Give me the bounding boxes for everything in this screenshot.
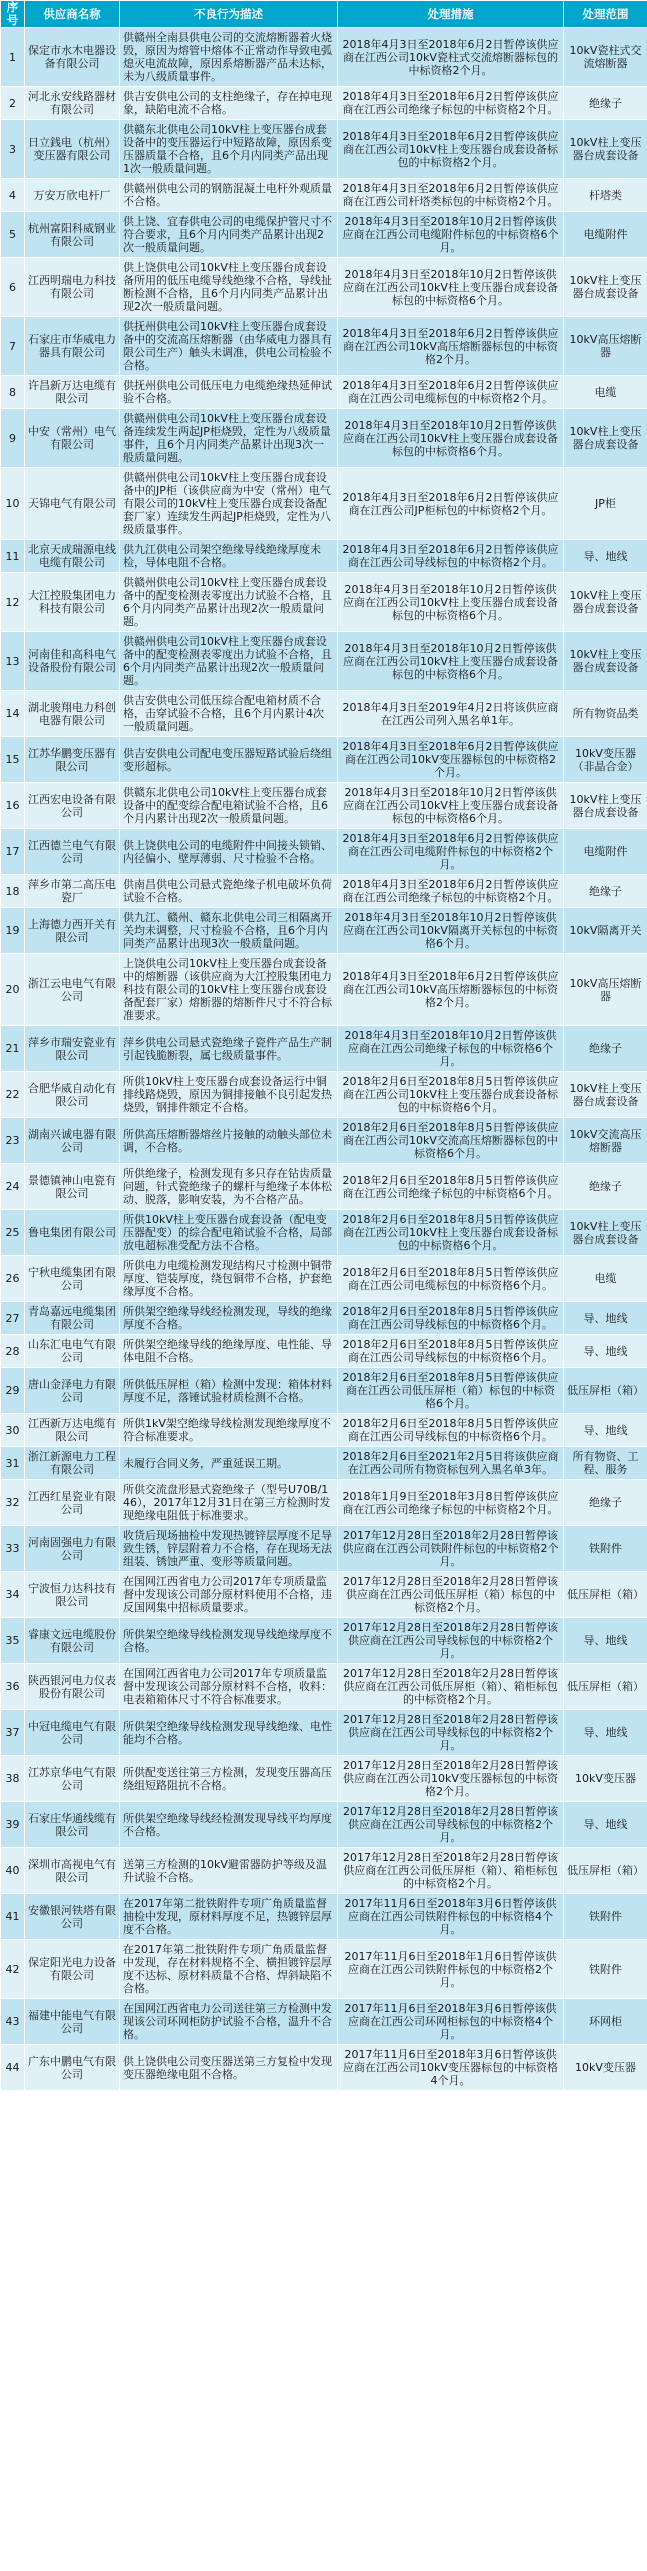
table-row (1, 573, 647, 632)
row-number: 18 (1, 875, 25, 908)
row-number: 19 (1, 908, 25, 954)
handling-scope: 低压屏柜（箱） (564, 1848, 647, 1894)
behavior-description: 所供绝缘子，检测发现有多只存在钻齿质量问题，针式瓷绝缘子的螺杆与绝缘子本体松动、脱落，影响安装，为不合格产品。 (120, 1164, 338, 1210)
table-row (1, 737, 647, 783)
behavior-description: 所供架空绝缘导线的绝缘厚度、电性能、导体电阻不合格。 (120, 1335, 338, 1368)
header-measure: 处理措施 (338, 1, 564, 28)
row-number: 25 (1, 1210, 25, 1256)
handling-scope: 铁附件 (564, 1526, 647, 1572)
table-row (1, 1618, 647, 1664)
handling-measure: 2018年4月3日至2018年10月2日暂停该供应商在江西公司10kV柱上变压器台成套设备标包的中标资格6个月。 (338, 258, 564, 317)
handling-scope: 10kV高压熔断器 (564, 954, 647, 1026)
behavior-description: 供赣州供电公司10kV柱上变压器台成套设备中的配变检测表零度出力试验不合格，且6个月内同类产品累计出现2次一般质量问题。 (120, 632, 338, 691)
row-number: 20 (1, 954, 25, 1026)
table-row (1, 28, 647, 87)
table-row (1, 1756, 647, 1802)
handling-measure: 2018年4月3日至2018年10月2日暂停该供应商在江西公司绝缘子标包的中标资格6个月。 (338, 1026, 564, 1072)
row-number: 31 (1, 1447, 25, 1480)
behavior-description: 所供架空绝缘导线检测发现导线绝缘厚度不合格。 (120, 1618, 338, 1664)
table-row (1, 409, 647, 468)
header-supplier: 供应商名称 (25, 1, 120, 28)
handling-scope: 10kV瓷柱式交流熔断器 (564, 28, 647, 87)
row-number: 21 (1, 1026, 25, 1072)
handling-scope: 导、地线 (564, 1414, 647, 1447)
row-number: 14 (1, 691, 25, 737)
supplier-name: 中安（常州）电气有限公司 (25, 409, 120, 468)
table-row (1, 1940, 647, 1999)
supplier-name: 石家庄市华威电力器具有限公司 (25, 317, 120, 376)
handling-measure: 2018年1月9日至2018年3月8日暂停该供应商在江西公司绝缘子标包的中标资格2个月。 (338, 1480, 564, 1526)
handling-scope: 所有物资、工程、服务 (564, 1447, 647, 1480)
supplier-name: 景德镇神山电瓷有限公司 (25, 1164, 120, 1210)
handling-measure: 2018年4月3日至2018年6月2日暂停该供应商在江西公司电缆附件标包的中标资格2个月。 (338, 829, 564, 875)
handling-measure: 2018年4月3日至2018年6月2日暂停该供应商在江西公司10kV高压熔断器标包的中标资格2个月。 (338, 317, 564, 376)
supplier-name: 浙江新源电力工程有限公司 (25, 1447, 120, 1480)
table-row (1, 1664, 647, 1710)
supplier-name: 广东中鹏电气有限公司 (25, 2045, 120, 2091)
row-number: 30 (1, 1414, 25, 1447)
row-number: 22 (1, 1072, 25, 1118)
supplier-name: 浙江云电电气有限公司 (25, 954, 120, 1026)
behavior-description: 供赣州供电公司10kV柱上变压器台成套设备连续发生两起JP柜烧毁，定性为八级质量事件，且6个月内同类产品累计出现3次一般质量问题。 (120, 409, 338, 468)
handling-scope: 环网柜 (564, 1999, 647, 2045)
row-number: 5 (1, 212, 25, 258)
table-row (1, 1526, 647, 1572)
behavior-description: 供吉安供电公司的支柱绝缘子，存在掉电现象，缺陷电流不合格。 (120, 87, 338, 120)
supplier-name: 上海德力西开关有限公司 (25, 908, 120, 954)
table-row (1, 1894, 647, 1940)
behavior-description: 供九江供电公司架空绝缘导线绝缘厚度未检，导体电阻不合格。 (120, 540, 338, 573)
supplier-name: 湖南兴诚电器有限公司 (25, 1118, 120, 1164)
handling-measure: 2017年12月28日至2018年2月28日暂停该供应商在江西公司铁附件标包的中标资格2个月。 (338, 1526, 564, 1572)
handling-scope: 绝缘子 (564, 87, 647, 120)
handling-measure: 2017年11月6日至2018年3月6日暂停该供应商在江西公司铁附件标包的中标资格4个月。 (338, 1894, 564, 1940)
row-number: 38 (1, 1756, 25, 1802)
handling-measure: 2018年2月6日至2018年8月5日暂停该供应商在江西公司10kV柱上变压器台成套设备标包的中标资格6个月。 (338, 1210, 564, 1256)
row-number: 28 (1, 1335, 25, 1368)
handling-scope: 杆塔类 (564, 179, 647, 212)
handling-measure: 2018年4月3日至2019年4月2日将该供应商在江西公司列入黑名单1年。 (338, 691, 564, 737)
table-row (1, 1072, 647, 1118)
supplier-name: 北京天成瑞源电线电缆有限公司 (25, 540, 120, 573)
handling-measure: 2018年4月3日至2018年6月2日暂停该供应商在江西公司10kV变压器标包的中标资格2个月。 (338, 737, 564, 783)
supplier-name: 江西德兰电气有限公司 (25, 829, 120, 875)
table-row (1, 632, 647, 691)
supplier-name: 日立銭电（杭州）变压器有限公司 (25, 120, 120, 179)
behavior-description: 供上饶供电公司10kV柱上变压器台成套设备所用的低压电缆导线绝缘不合格，导线扯断检测不合格，且6个月内同类产品累计出现2次一般质量问题。 (120, 258, 338, 317)
handling-measure: 2018年4月3日至2018年10月2日暂停该供应商在江西公司10kV柱上变压器台成套设备标包的中标资格6个月。 (338, 409, 564, 468)
row-number: 36 (1, 1664, 25, 1710)
handling-scope: 导、地线 (564, 540, 647, 573)
handling-measure: 2018年2月6日至2018年8月5日暂停该供应商在江西公司电缆标包的中标资格6个月。 (338, 1256, 564, 1302)
row-number: 6 (1, 258, 25, 317)
table-row (1, 1164, 647, 1210)
supplier-name: 中冠电缆电气有限公司 (25, 1710, 120, 1756)
table-row (1, 376, 647, 409)
table-row (1, 1026, 647, 1072)
row-number: 11 (1, 540, 25, 573)
behavior-description: 供南昌供电公司悬式瓷绝缘子机电破坏负荷试验不合格。 (120, 875, 338, 908)
handling-scope: 电缆附件 (564, 212, 647, 258)
row-number: 37 (1, 1710, 25, 1756)
behavior-description: 供抚州供电公司低压电力电缆绝缘热延伸试验不合格。 (120, 376, 338, 409)
table-row (1, 1710, 647, 1756)
header-scope: 处理范围 (564, 1, 647, 28)
handling-measure: 2017年12月28日至2018年2月28日暂停该供应商在江西公司低压屏柜（箱）标包的中标资格2个月。 (338, 1572, 564, 1618)
table-row (1, 87, 647, 120)
handling-measure: 2018年2月6日至2018年8月5日暂停该供应商在江西公司低压屏柜（箱）标包的中标资格6个月。 (338, 1368, 564, 1414)
supplier-name: 萍乡市第二高压电瓷厂 (25, 875, 120, 908)
supplier-name: 萍乡市瑞安瓷业有限公司 (25, 1026, 120, 1072)
behavior-description: 供上饶、宜春供电公司的电缆保护管尺寸不符合要求，且6个月内同类产品累计出现2次一般质量问题。 (120, 212, 338, 258)
table-row (1, 1256, 647, 1302)
behavior-description: 所供1kV架空绝缘导线检测发现绝缘厚度不符合标准要求。 (120, 1414, 338, 1447)
handling-scope: 10kV高压熔断器 (564, 317, 647, 376)
supplier-name: 江西宏电设备有限公司 (25, 783, 120, 829)
handling-scope: 10kV交流高压熔断器 (564, 1118, 647, 1164)
handling-scope: 10kV柱上变压器台成套设备 (564, 120, 647, 179)
handling-scope: 导、地线 (564, 1335, 647, 1368)
behavior-description: 供赣州供电公司的钢筋混凝土电杆外观质量不合格。 (120, 179, 338, 212)
handling-scope: 10kV柱上变压器台成套设备 (564, 409, 647, 468)
handling-measure: 2018年2月6日至2018年8月5日暂停该供应商在江西公司10kV交流高压熔断器标包的中标资格6个月。 (338, 1118, 564, 1164)
handling-measure: 2018年4月3日至2018年6月2日暂停该供应商在江西公司JP柜标包的中标资格2个月。 (338, 468, 564, 540)
handling-measure: 2018年2月6日至2021年2月5日将该供应商在江西公司所有物资标包列入黑名单3年。 (338, 1447, 564, 1480)
table-row (1, 317, 647, 376)
handling-scope: 所有物资品类 (564, 691, 647, 737)
table-row (1, 258, 647, 317)
handling-measure: 2018年4月3日至2018年6月2日暂停该供应商在江西公司杆塔类标包的中标资格2个月。 (338, 179, 564, 212)
supplier-name: 江苏京华电气有限公司 (25, 1756, 120, 1802)
handling-measure: 2018年4月3日至2018年6月2日暂停该供应商在江西公司10kV瓷柱式交流熔断器标包的中标资格2个月。 (338, 28, 564, 87)
row-number: 4 (1, 179, 25, 212)
supplier-name: 江西明瑞电力科技有限公司 (25, 258, 120, 317)
table-row (1, 829, 647, 875)
behavior-description: 在国网江西省电力公司2017年专项质量监督中发现该公司部分原材料使用不合格，违反国网集中招标质量要求。 (120, 1572, 338, 1618)
handling-scope: 导、地线 (564, 1710, 647, 1756)
table-row (1, 954, 647, 1026)
handling-scope: 10kV柱上变压器台成套设备 (564, 1072, 647, 1118)
behavior-description: 供吉安供电公司配电变压器短路试验后绕组变形超标。 (120, 737, 338, 783)
behavior-description: 供上饶供电公司的电缆附件中间接头锁销、内径偏小、壁厚薄弱、尺寸检验不合格。 (120, 829, 338, 875)
table-row (1, 1480, 647, 1526)
supplier-name: 河南佳和高科电气设备股份有限公司 (25, 632, 120, 691)
behavior-description: 所供配变送往第三方检测，发现变压器高压绕组短路阻抗不合格。 (120, 1756, 338, 1802)
supplier-name: 宁波恒力达科技有限公司 (25, 1572, 120, 1618)
row-number: 41 (1, 1894, 25, 1940)
row-number: 10 (1, 468, 25, 540)
handling-scope: 绝缘子 (564, 875, 647, 908)
row-number: 1 (1, 28, 25, 87)
row-number: 44 (1, 2045, 25, 2091)
behavior-description: 所供架空绝缘导线经检测发现导线平均厚度不合格。 (120, 1802, 338, 1848)
supplier-name: 河北永安线路器材有限公司 (25, 87, 120, 120)
row-number: 40 (1, 1848, 25, 1894)
supplier-name: 青岛嘉远电缆集团有限公司 (25, 1302, 120, 1335)
handling-scope: 导、地线 (564, 1618, 647, 1664)
handling-scope: 10kV柱上变压器台成套设备 (564, 258, 647, 317)
table-row (1, 1118, 647, 1164)
behavior-description: 供上饶供电公司变压器送第三方复检中发现变压器绝缘电阻不合格。 (120, 2045, 338, 2091)
table-row (1, 540, 647, 573)
behavior-description: 供抚州供电公司10kV柱上变压器台成套设备中的交流高压熔断器（由华威电力器具有限公司生产）触头未调准，供电公司检验不合格。 (120, 317, 338, 376)
behavior-description: 所供高压熔断器熔丝片接触的动触头部位未调，不合格。 (120, 1118, 338, 1164)
behavior-description: 未履行合同义务，严重延误工期。 (120, 1447, 338, 1480)
supplier-name: 湖北骏翔电力科创电器有限公司 (25, 691, 120, 737)
behavior-description: 在国网江西省电力公司2017年专项质量监督中发现该公司部分原材料不合格，收料：电表箱箱体尺寸不符合标准要求。 (120, 1664, 338, 1710)
behavior-description: 上饶供电公司10kV柱上变压器台成套设备中的熔断器（该供应商为大江控股集团电力科技有限公司的10kV柱上变压器台成套设备配套厂家）熔断器的熔断件尺寸不符合标准要求。 (120, 954, 338, 1026)
supplier-name: 安徽银河铁塔有限公司 (25, 1894, 120, 1940)
handling-measure: 2017年12月28日至2018年2月28日暂停该供应商在江西公司导线标包的中标资格2个月。 (338, 1710, 564, 1756)
row-number: 23 (1, 1118, 25, 1164)
handling-scope: 10kV柱上变压器台成套设备 (564, 1210, 647, 1256)
row-number: 9 (1, 409, 25, 468)
handling-measure: 2017年12月28日至2018年2月28日暂停该供应商在江西公司导线标包的中标资格2个月。 (338, 1802, 564, 1848)
header-no: 序号 (1, 1, 25, 28)
row-number: 29 (1, 1368, 25, 1414)
handling-scope: 铁附件 (564, 1940, 647, 1999)
supplier-name: 万安万欣电杆厂 (25, 179, 120, 212)
row-number: 32 (1, 1480, 25, 1526)
row-number: 27 (1, 1302, 25, 1335)
table-row (1, 1848, 647, 1894)
supplier-name: 陕西银河电力仪表股份有限公司 (25, 1664, 120, 1710)
behavior-description: 在2017年第二批铁附件专项广角质量监督中发现，存在材料规格不全、横担镀锌层厚度不达标、原材料质量不合格、焊斜缺陷不合格。 (120, 1940, 338, 1999)
behavior-description: 所供10kV柱上变压器台成套设备运行中铜排线路烧毁，原因为铜排接触不良引起发热烧毁，钢排件额定不合格。 (120, 1072, 338, 1118)
row-number: 2 (1, 87, 25, 120)
handling-measure: 2018年4月3日至2018年10月2日暂停该供应商在江西公司10kV柱上变压器台成套设备标包的中标资格6个月。 (338, 573, 564, 632)
handling-measure: 2018年4月3日至2018年6月2日暂停该供应商在江西公司10kV高压熔断器标包的中标资格2个月。 (338, 954, 564, 1026)
handling-scope: 低压屏柜（箱） (564, 1368, 647, 1414)
behavior-description: 所供交流盘形悬式瓷绝缘子（型号U70B/146），2017年12月31日在第三方检测时发现绝缘电阻低于标准要求。 (120, 1480, 338, 1526)
table-body (1, 28, 647, 2091)
supplier-name: 保定阳光电力设备有限公司 (25, 1940, 120, 1999)
handling-measure: 2018年4月3日至2018年10月2日暂停该供应商在江西公司10kV柱上变压器台成套设备标包的中标资格6个月。 (338, 783, 564, 829)
supplier-name: 江苏华鹏变压器有限公司 (25, 737, 120, 783)
handling-measure: 2018年4月3日至2018年6月2日暂停该供应商在江西公司绝缘子标包的中标资格2个月。 (338, 875, 564, 908)
handling-scope: 低压屏柜（箱） (564, 1572, 647, 1618)
table-row (1, 1802, 647, 1848)
behavior-description: 萍乡供电公司悬式瓷绝缘子瓷件产品生产制引起钱脆断裂，属七级质量事件。 (120, 1026, 338, 1072)
behavior-description: 收货后现场抽检中发现热镀锌层厚度不足导致生锈，锌层附着力不合格，存在现场无法组装、锈蚀严重、变形等质量问题。 (120, 1526, 338, 1572)
handling-measure: 2017年12月28日至2018年2月28日暂停该供应商在江西公司10kV变压器标包的中标资格2个月。 (338, 1756, 564, 1802)
handling-measure: 2018年4月3日至2018年10月2日暂停该供应商在江西公司10kV隔离开关标包的中标资格6个月。 (338, 908, 564, 954)
supplier-name: 天锦电气有限公司 (25, 468, 120, 540)
table-row (1, 120, 647, 179)
handling-scope: 电缆 (564, 376, 647, 409)
row-number: 3 (1, 120, 25, 179)
row-number: 13 (1, 632, 25, 691)
behavior-description: 供九江、赣州、赣东北供电公司三相隔离开关均未调整，尺寸检验不合格，且6个月内同类产品累计出现3次一般质量问题。 (120, 908, 338, 954)
row-number: 42 (1, 1940, 25, 1999)
behavior-description: 供赣州供电公司10kV柱上变压器台成套设备中的JP柜（该供应商为中安（常州）电气有限公司的10kV柱上变压器台成套设备配套厂家）连续发生两起JP柜烧毁，定性为八级质量事件。 (120, 468, 338, 540)
handling-measure: 2017年11月6日至2018年3月6日暂停该供应商在江西公司环网柜标包的中标资格4个月。 (338, 1999, 564, 2045)
behavior-description: 所供低压屏柜（箱）检测中发现：箱体材料厚度不足，落锤试验材质检测不合格。 (120, 1368, 338, 1414)
handling-measure: 2018年2月6日至2018年8月5日暂停该供应商在江西公司导线标包的中标资格6个月。 (338, 1335, 564, 1368)
handling-scope: 10kV变压器 (564, 2045, 647, 2091)
handling-scope: 10kV柱上变压器台成套设备 (564, 573, 647, 632)
supplier-name: 江西红星瓷业有限公司 (25, 1480, 120, 1526)
table-row (1, 212, 647, 258)
behavior-description: 供赣东北供电公司10kV柱上变压器台成套设备中的变压器运行中短路故障，原因系变压器质量不合格，且6个月内同类产品出现1次一般质量问题。 (120, 120, 338, 179)
handling-measure: 2018年2月6日至2018年8月5日暂停该供应商在江西公司10kV柱上变压器台成套设备标包的中标资格6个月。 (338, 1072, 564, 1118)
handling-measure: 2018年4月3日至2018年6月2日暂停该供应商在江西公司导线标包的中标资格2个月。 (338, 540, 564, 573)
handling-measure: 2018年4月3日至2018年6月2日暂停该供应商在江西公司绝缘子标包的中标资格2个月。 (338, 87, 564, 120)
row-number: 39 (1, 1802, 25, 1848)
supplier-name: 深圳市高视电气有限公司 (25, 1848, 120, 1894)
supplier-name: 大江控股集团电力科技有限公司 (25, 573, 120, 632)
handling-scope: 10kV柱上变压器台成套设备 (564, 632, 647, 691)
table-row (1, 1210, 647, 1256)
behavior-description: 在2017年第二批铁附件专项广角质量监督抽检中发现，原材料厚度不足，热镀锌层厚度不合格。 (120, 1894, 338, 1940)
handling-measure: 2018年2月6日至2018年8月5日暂停该供应商在江西公司导线标包的中标资格6个月。 (338, 1302, 564, 1335)
handling-measure: 2017年12月28日至2018年2月28日暂停该供应商在江西公司低压屏柜（箱）、箱柜标包的中标资格2个月。 (338, 1664, 564, 1710)
supplier-name: 唐山金泽电力有限公司 (25, 1368, 120, 1414)
table-row (1, 691, 647, 737)
handling-scope: 绝缘子 (564, 1026, 647, 1072)
supplier-name: 保定市水木电器设备有限公司 (25, 28, 120, 87)
table-row (1, 468, 647, 540)
table-row (1, 179, 647, 212)
handling-scope: 10kV隔离开关 (564, 908, 647, 954)
table-row (1, 1999, 647, 2045)
row-number: 8 (1, 376, 25, 409)
row-number: 35 (1, 1618, 25, 1664)
handling-measure: 2018年4月3日至2018年10月2日暂停该供应商在江西公司10kV柱上变压器台成套设备标包的中标资格6个月。 (338, 632, 564, 691)
handling-measure: 2017年11月6日至2018年1月6日暂停该供应商在江西公司铁附件标包的中标资格2个月。 (338, 1940, 564, 1999)
handling-measure: 2018年4月3日至2018年6月2日暂停该供应商在江西公司电缆标包的中标资格2个月。 (338, 376, 564, 409)
table-row (1, 1572, 647, 1618)
handling-measure: 2017年12月28日至2018年2月28日暂停该供应商在江西公司导线标包的中标资格2个月。 (338, 1618, 564, 1664)
handling-scope: 10kV变压器 (564, 1756, 647, 1802)
supplier-name: 河南固强电力有限公司 (25, 1526, 120, 1572)
handling-measure: 2017年11月6日至2018年3月6日暂停该供应商在江西公司10kV变压器标包的中标资格4个月。 (338, 2045, 564, 2091)
table-row (1, 1368, 647, 1414)
row-number: 24 (1, 1164, 25, 1210)
supplier-name: 江西新万达电缆有限公司 (25, 1414, 120, 1447)
behavior-description: 在国网江西省电力公司送往第三方检测中发现该公司环网柜防护试验不合格，温升不合格。 (120, 1999, 338, 2045)
behavior-description: 送第三方检测的10kV避雷器防护等级及温升试验不合格。 (120, 1848, 338, 1894)
table-header-row (1, 1, 647, 28)
supplier-name: 睿康文远电缆股份有限公司 (25, 1618, 120, 1664)
supplier-name: 合肥华威自动化有限公司 (25, 1072, 120, 1118)
table-row (1, 2045, 647, 2091)
supplier-name: 许昌新万达电缆有限公司 (25, 376, 120, 409)
handling-scope: 10kV柱上变压器台成套设备 (564, 783, 647, 829)
handling-measure: 2017年12月28日至2018年2月28日暂停该供应商在江西公司低压屏柜（箱）、箱柜标包的中标资格2个月。 (338, 1848, 564, 1894)
table-row (1, 1302, 647, 1335)
supplier-name: 石家庄华通线缆有限公司 (25, 1802, 120, 1848)
behavior-description: 所供架空绝缘导线检测发现导线绝缘、电性能均不合格。 (120, 1710, 338, 1756)
handling-scope: 绝缘子 (564, 1164, 647, 1210)
handling-scope: 低压屏柜（箱） (564, 1664, 647, 1710)
supplier-name: 宁秋电缆集团有限公司 (25, 1256, 120, 1302)
supplier-name: 福建中能电气有限公司 (25, 1999, 120, 2045)
row-number: 12 (1, 573, 25, 632)
handling-measure: 2018年2月6日至2018年8月5日暂停该供应商在江西公司绝缘子标包的中标资格6个月。 (338, 1164, 564, 1210)
handling-scope: 导、地线 (564, 1302, 647, 1335)
handling-measure: 2018年2月6日至2018年8月5日暂停该供应商在江西公司导线标包的中标资格6个月。 (338, 1414, 564, 1447)
table-row (1, 783, 647, 829)
supplier-name: 山东汇电电气有限公司 (25, 1335, 120, 1368)
behavior-description: 所供电力电缆检测发现结构尺寸检测中铜带厚度、铠装厚度，绕包铜带不合格，护套绝缘厚度不合格。 (120, 1256, 338, 1302)
behavior-description: 供赣州供电公司10kV柱上变压器台成套设备中的配变检测表零度出力试验不合格，且6个月内同类产品累计出现2次一般质量问题。 (120, 573, 338, 632)
row-number: 7 (1, 317, 25, 376)
behavior-description: 供吉安供电公司低压综合配电箱材质不合格，击穿试验不合格，且6个月内累计4次一般质量问题。 (120, 691, 338, 737)
handling-measure: 2018年4月3日至2018年10月2日暂停该供应商在江西公司电缆附件标包的中标资格6个月。 (338, 212, 564, 258)
handling-scope: 电缆附件 (564, 829, 647, 875)
table-row (1, 1414, 647, 1447)
handling-scope: 绝缘子 (564, 1480, 647, 1526)
row-number: 26 (1, 1256, 25, 1302)
table-row (1, 908, 647, 954)
handling-scope: 电缆 (564, 1256, 647, 1302)
row-number: 33 (1, 1526, 25, 1572)
row-number: 17 (1, 829, 25, 875)
supplier-name: 鲁电集团有限公司 (25, 1210, 120, 1256)
handling-measure: 2018年4月3日至2018年6月2日暂停该供应商在江西公司10kV柱上变压器台成套设备标包的中标资格2个月。 (338, 120, 564, 179)
row-number: 15 (1, 737, 25, 783)
header-behavior: 不良行为描述 (120, 1, 338, 28)
behavior-description: 所供架空绝缘导线经检测发现，导线的绝缘厚度不合格。 (120, 1302, 338, 1335)
handling-scope: 10kV变压器（非晶合金） (564, 737, 647, 783)
behavior-description: 供赣东北供电公司10kV柱上变压器台成套设备中的配变综合配电箱试验不合格，且6个月内累计出现2次一般质量问题。 (120, 783, 338, 829)
supplier-name: 杭州富阳科威钢业有限公司 (25, 212, 120, 258)
handling-scope: 铁附件 (564, 1894, 647, 1940)
table-row (1, 1335, 647, 1368)
table-row (1, 875, 647, 908)
row-number: 34 (1, 1572, 25, 1618)
handling-scope: 导、地线 (564, 1802, 647, 1848)
behavior-description: 供赣州全南县供电公司的交流熔断器着火烧毁，原因为熔管中熔体不正常动作导致电弧熄灭电流故障，原因系熔断器产品未达标，未为八级质量事件。 (120, 28, 338, 87)
behavior-description: 所供10kV柱上变压器台成套设备（配电变压器配变）的综合配电箱试验不合格，局部放电超标准受配方法不合格。 (120, 1210, 338, 1256)
row-number: 43 (1, 1999, 25, 2045)
table-row (1, 1447, 647, 1480)
handling-scope: JP柜 (564, 468, 647, 540)
row-number: 16 (1, 783, 25, 829)
